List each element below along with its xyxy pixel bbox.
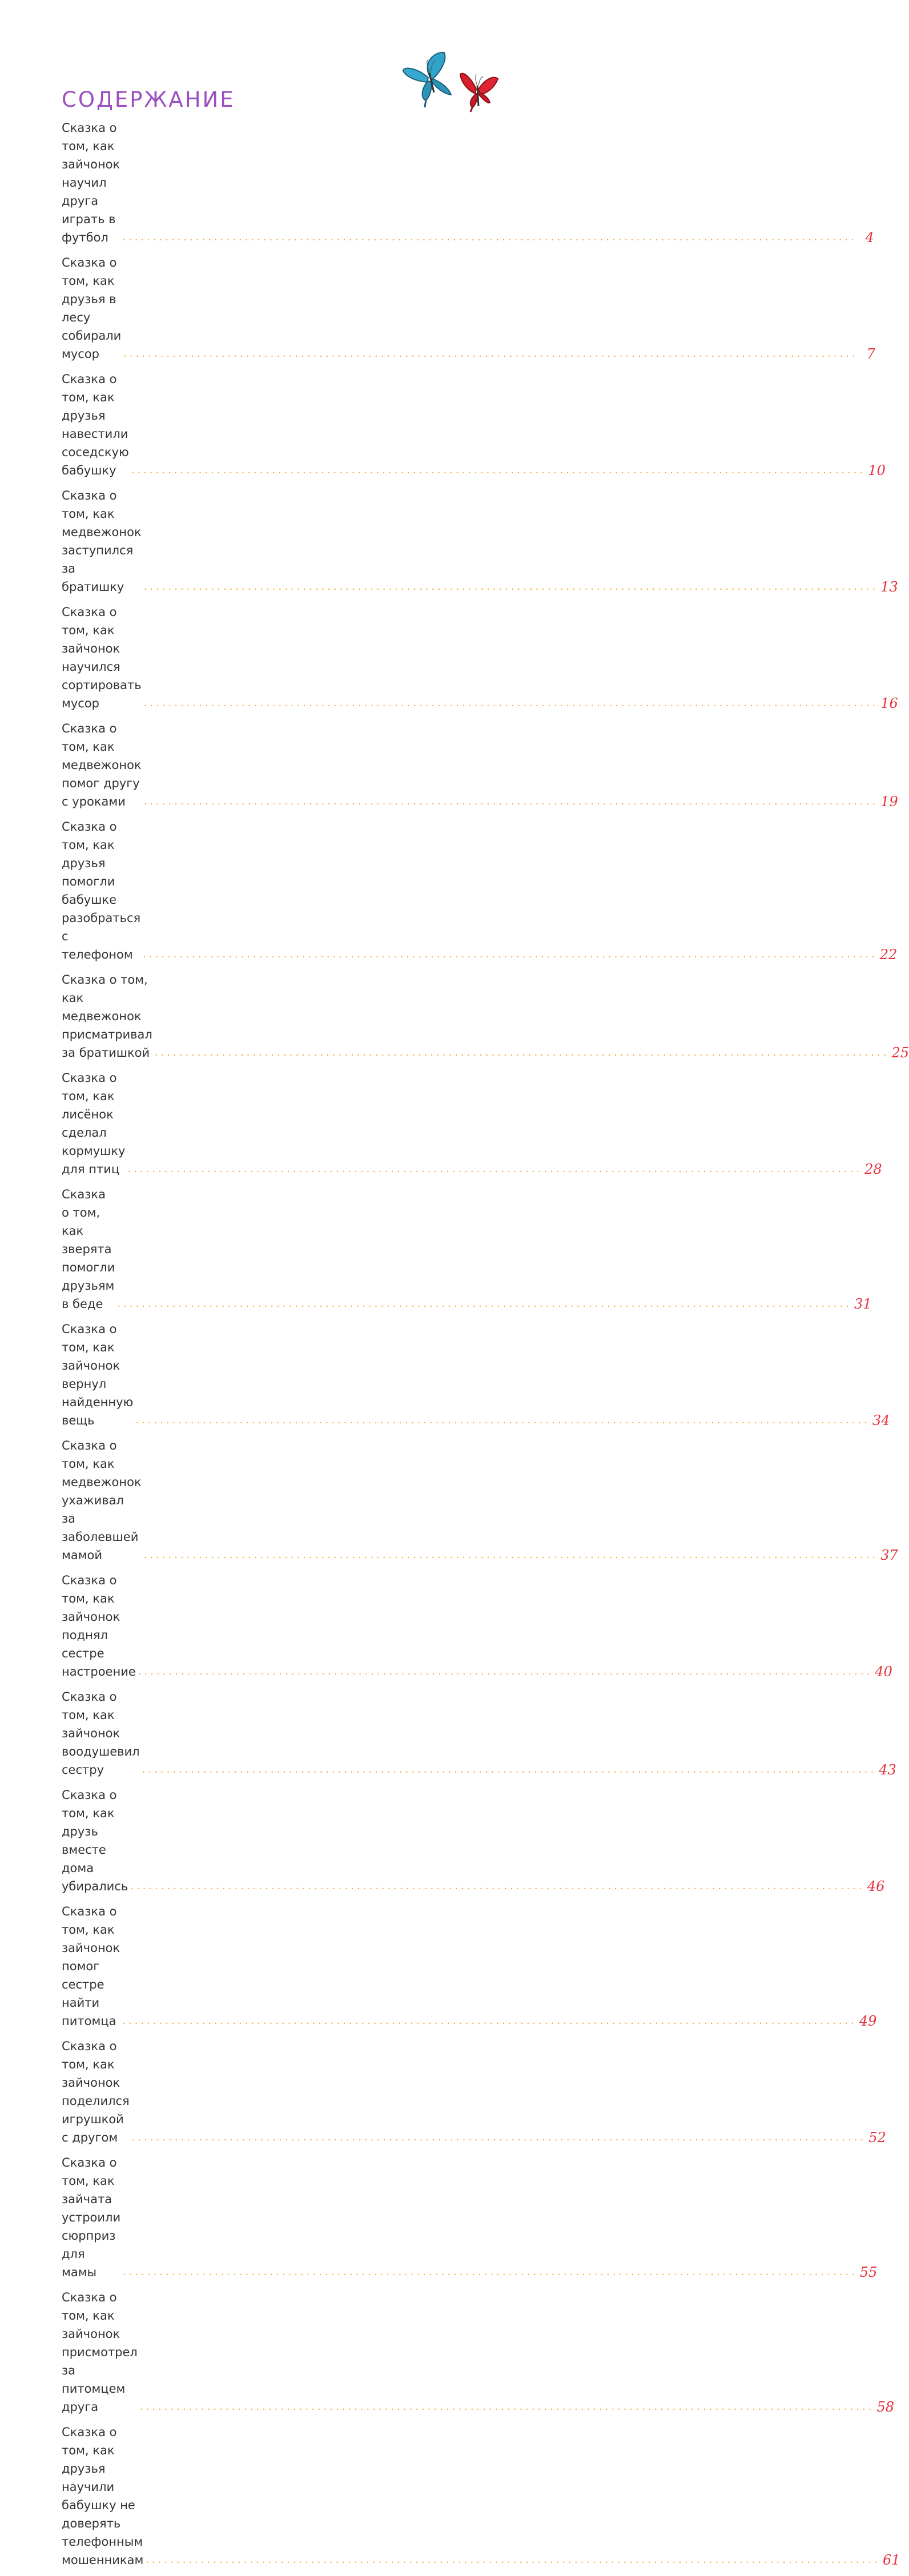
toc-entry[interactable] bbox=[62, 2288, 894, 2416]
page-number: 43 bbox=[879, 1762, 896, 1778]
entry-title bbox=[62, 719, 142, 811]
page-number: 28 bbox=[864, 1161, 882, 1177]
dot-leader: ........................................................................................................................ bbox=[123, 2266, 858, 2278]
entry-title-line: Сказка о том, как зайчонок присмотрел за питомцем друга bbox=[62, 2291, 138, 2414]
entry-title-line: с телефоном bbox=[62, 929, 133, 961]
entry-title-line: Сказка о том, как друзья помогли бабушке разобраться bbox=[62, 820, 141, 925]
page-number: 55 bbox=[859, 2264, 878, 2280]
dot-leader: ........................................................................................................................ bbox=[117, 1298, 852, 1310]
toc-entry[interactable] bbox=[62, 1185, 872, 1313]
toc-entry[interactable] bbox=[62, 1571, 892, 1681]
page-number: 4 bbox=[865, 230, 874, 245]
dot-leader: ........................................................................................................................ bbox=[143, 581, 879, 593]
entry-title bbox=[62, 1786, 128, 1895]
dot-leader: ........................................................................................................................ bbox=[122, 2015, 857, 2027]
entry-title-line: Сказка о том, как медвежонок заступился за братишку bbox=[62, 489, 142, 594]
entry-title-line: Сказка о том, как зайчонок научился сортировать мусор bbox=[62, 605, 142, 710]
dot-leader: ........................................................................................................................ bbox=[130, 1880, 865, 1892]
page-number: 19 bbox=[880, 794, 898, 810]
toc-entry[interactable] bbox=[62, 253, 875, 363]
entry-title bbox=[62, 971, 152, 1062]
toc-entry[interactable] bbox=[62, 1320, 890, 1430]
dot-leader: ........................................................................................................................ bbox=[122, 231, 857, 243]
dot-leader: ........................................................................................................................ bbox=[138, 1665, 873, 1677]
page-number: 31 bbox=[854, 1296, 872, 1312]
entry-title bbox=[62, 2154, 120, 2281]
entry-title-line: Сказка о том, как зайчонок помог сестре найти питомца bbox=[62, 1905, 120, 2028]
toc-entry[interactable] bbox=[62, 2423, 900, 2569]
entry-title-line: Сказка о том, как друзья в лесу собирали мусор bbox=[62, 256, 122, 361]
dot-leader: ........................................................................................................................ bbox=[143, 697, 879, 709]
entry-title-line: Сказка о том, как зайчонок вернул найденную вещь bbox=[62, 1322, 134, 1427]
blue-butterfly-icon bbox=[403, 53, 451, 107]
toc-entry[interactable] bbox=[62, 486, 898, 596]
entry-title-line: Сказка о том, как лисёнок сделал кормушку для птиц bbox=[62, 1071, 126, 1176]
entry-title-line: за заболевшей мамой bbox=[62, 1512, 139, 1562]
entry-title-line: Сказка о том, как зайчонок научил друга играть в футбол bbox=[62, 121, 120, 244]
toc-entry[interactable] bbox=[62, 1786, 885, 1895]
toc-entry[interactable] bbox=[62, 1069, 882, 1178]
dot-leader: ........................................................................................................................ bbox=[143, 948, 878, 960]
entry-title bbox=[62, 603, 142, 713]
toc-entry[interactable] bbox=[62, 818, 898, 964]
entry-title-line: Сказка о том, как зверята помогли друзьям в беде bbox=[62, 1188, 115, 1311]
dot-leader: ........................................................................................................................ bbox=[127, 1163, 863, 1175]
page-number: 34 bbox=[872, 1412, 890, 1428]
toc-entry[interactable] bbox=[62, 603, 898, 713]
page-number: 10 bbox=[868, 462, 886, 478]
red-butterfly-icon bbox=[460, 74, 498, 112]
page-title: СОДЕРЖАНИЕ bbox=[62, 87, 235, 112]
entry-title-line: Сказка о том, как медвежонок ухаживал bbox=[62, 1439, 142, 1507]
toc-entry[interactable] bbox=[62, 2037, 886, 2147]
entry-title-line: телефонным мошенникам bbox=[62, 2535, 144, 2567]
page-number: 37 bbox=[880, 1547, 898, 1563]
entry-title bbox=[62, 1688, 140, 1779]
entry-title-line: Сказка о том, как друзья научили бабушку не доверять bbox=[62, 2425, 135, 2530]
dot-leader: ........................................................................................................................ bbox=[131, 464, 866, 476]
entry-title bbox=[62, 1320, 133, 1430]
page-number: 61 bbox=[882, 2552, 900, 2568]
entry-title-line: Сказка о том, как друзья навестили соседскую бабушку bbox=[62, 372, 129, 477]
dot-leader: ........................................................................................................................ bbox=[143, 795, 879, 807]
butterflies-illustration bbox=[400, 50, 502, 113]
toc-entry[interactable] bbox=[62, 370, 886, 480]
entry-title-line: Сказка о том, как зайчонок воодушевил сестру bbox=[62, 1690, 140, 1777]
entry-title bbox=[62, 2288, 138, 2416]
entry-title-line: Сказка о том, как медвежонок присматривал за братишкой bbox=[62, 973, 152, 1060]
entry-title bbox=[62, 818, 140, 964]
entry-title bbox=[62, 2423, 143, 2569]
dot-leader: ........................................................................................................................ bbox=[135, 1414, 870, 1426]
page-number: 16 bbox=[880, 695, 898, 711]
entry-title-line: Сказка о том, как друзь вместе дома убирались bbox=[62, 1788, 128, 1893]
entry-title bbox=[62, 1069, 125, 1178]
dot-leader: ........................................................................................................................ bbox=[139, 2401, 875, 2413]
entry-title-line: Сказка о том, как зайчонок поднял сестре настроение bbox=[62, 1573, 136, 1679]
entry-title bbox=[62, 486, 142, 596]
page-number: 40 bbox=[875, 1664, 892, 1680]
entry-title bbox=[62, 2037, 130, 2147]
dot-leader: ........................................................................................................................ bbox=[131, 2131, 867, 2143]
dot-leader: ........................................................................................................................ bbox=[143, 1549, 879, 1561]
table-of-contents bbox=[62, 119, 909, 2576]
entry-title-line: Сказка о том, как зайчата устроили сюрприз для мамы bbox=[62, 2156, 121, 2279]
entry-title-line: Сказка о том, как зайчонок поделился игрушкой с другом bbox=[62, 2039, 130, 2144]
toc-entry[interactable] bbox=[62, 119, 874, 247]
toc-entry[interactable] bbox=[62, 1688, 896, 1779]
page-number: 49 bbox=[859, 2013, 877, 2029]
dot-leader: ........................................................................................................................ bbox=[146, 2554, 880, 2566]
page-number: 22 bbox=[879, 947, 898, 963]
page-number: 52 bbox=[868, 2130, 886, 2146]
entry-title bbox=[62, 253, 121, 363]
page-number: 13 bbox=[880, 579, 898, 595]
entry-title bbox=[62, 119, 120, 247]
page-number: 46 bbox=[867, 1878, 885, 1894]
entry-title bbox=[62, 1436, 142, 1564]
page-number: 25 bbox=[891, 1045, 909, 1061]
entry-title bbox=[62, 370, 129, 480]
page-number: 7 bbox=[866, 346, 875, 362]
entry-title bbox=[62, 1902, 120, 2030]
toc-entry[interactable] bbox=[62, 971, 909, 1062]
entry-title bbox=[62, 1571, 136, 1681]
toc-entry[interactable] bbox=[62, 1902, 877, 2030]
toc-entry[interactable] bbox=[62, 2154, 878, 2281]
entry-title bbox=[62, 1185, 115, 1313]
page-number: 58 bbox=[876, 2399, 894, 2415]
toc-entry[interactable] bbox=[62, 1436, 898, 1564]
dot-leader: ........................................................................................................................ bbox=[142, 1764, 877, 1776]
entry-title-line: Сказка о том, как медвежонок помог другу с уроками bbox=[62, 722, 142, 808]
toc-entry[interactable] bbox=[62, 719, 898, 811]
dot-leader: ........................................................................................................................ bbox=[154, 1046, 890, 1058]
dot-leader: ........................................................................................................................ bbox=[123, 348, 858, 360]
